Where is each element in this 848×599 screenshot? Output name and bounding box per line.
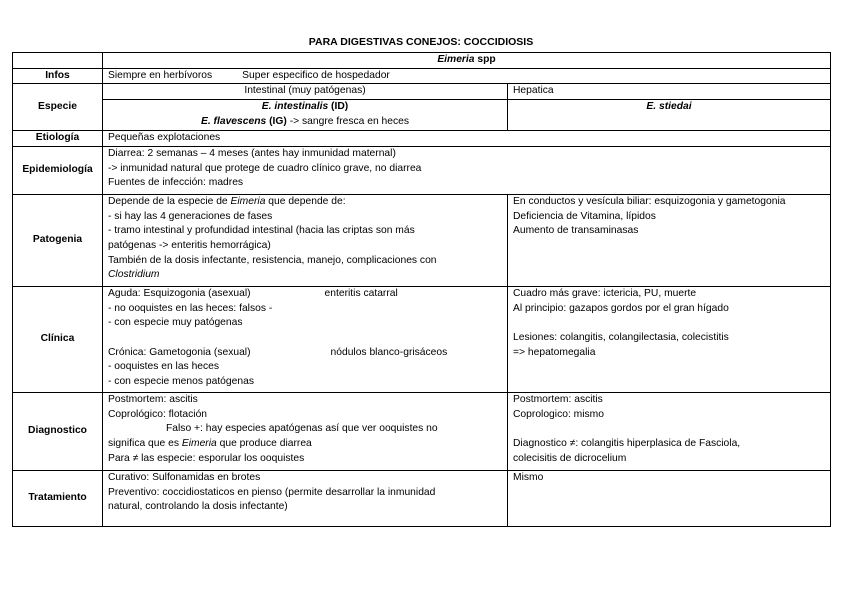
diagnostico-intestinal-cell: Postmortem: ascitis Coprológico: flotación Falso +: hay especies apatógenas así que ver ooquistes no significa que es Eimeria que produce diarrea Para ≠ las especie: esporular los ooquistes [103,392,508,470]
row-label-epidemiologia: Epidemiología [13,146,103,194]
patogenia-row [13,194,831,286]
epidemiologia-cell: Diarrea: 2 semanas – 4 meses (antes hay inmunidad maternal) -> inmunidad natural que protege de cuadro clínico grave, no diarrea Fuentes de infección: madres [103,146,831,194]
hepatica-species-cell: E. stiedai [508,100,831,131]
row-label-especie: Especie [13,84,103,131]
tratamiento-hepatica-cell: Mismo [508,470,831,526]
row-label-infos: Infos [13,68,103,84]
especie-row-1 [13,84,831,100]
clinica-row [13,286,831,392]
especie-row-2 [13,100,831,131]
row-label-clinica: Clínica [13,286,103,392]
row-label-etiologia: Etiología [13,131,103,147]
diagnostico-row [13,392,831,470]
intestinal-species-cell: E. intestinalis (ID) E. flavescens (IG) -> sangre fresca en heces [103,100,508,131]
tratamiento-intestinal-cell: Curativo: Sulfonamidas en brotes Preventivo: coccidiostaticos en pienso (permite desarrollar la inmunidad natural, controlando la dosis infectante) [103,470,508,526]
row-label-patogenia: Patogenia [13,194,103,286]
coccidiosis-table [12,52,831,527]
clinica-intestinal-cell: Aguda: Esquizogonia (asexual) enteritis catarral - no ooquistes en las heces: falsos - - con especie muy patógenas Crónica: Gametogonia (sexual) nódulos blanco-grisáceos - ooquistes en las heces - con especie menos patógenas [103,286,508,392]
genus-header: Eimeria spp [103,53,831,69]
document-title: PARA DIGESTIVAS CONEJOS: COCCIDIOSIS [308,36,534,48]
patogenia-hepatica-cell: En conductos y vesícula biliar: esquizogonia y gametogonia Deficiencia de Vitamina, lípidos Aumento de transaminasas [508,194,831,286]
intestinal-header: Intestinal (muy patógenas) [103,84,508,100]
infos-row [13,68,831,84]
empty-cell [13,53,103,69]
tratamiento-row [13,470,831,526]
row-label-tratamiento: Tratamiento [13,470,103,526]
patogenia-intestinal-cell: Depende de la especie de Eimeria que depende de: - si hay las 4 generaciones de fases - tramo intestinal y profundidad intestinal (hacia las criptas son más patógenas -> enteritis hemorrágica) También de la dosis infectante, resistencia, manejo, complicaciones con Clostridium [103,194,508,286]
hepatica-header: Hepatica [508,84,831,100]
diagnostico-hepatica-cell: Postmortem: ascitis Coprologico: mismo Diagnostico ≠: colangitis hiperplasica de Fasciola, colecisitis de dicrocelium [508,392,831,470]
epidemiologia-row [13,146,831,194]
etiologia-cell: Pequeñas explotaciones [103,131,831,147]
infos-cell: Siempre en herbívoros Super especifico de hospedador [103,68,831,84]
clinica-hepatica-cell: Cuadro más grave: ictericia, PU, muerte Al principio: gazapos gordos por el gran hígado Lesiones: colangitis, colangilectasia, colecistitis => hepatomegalia [508,286,831,392]
genus-row [13,53,831,69]
etiologia-row [13,131,831,147]
row-label-diagnostico: Diagnostico [13,392,103,470]
